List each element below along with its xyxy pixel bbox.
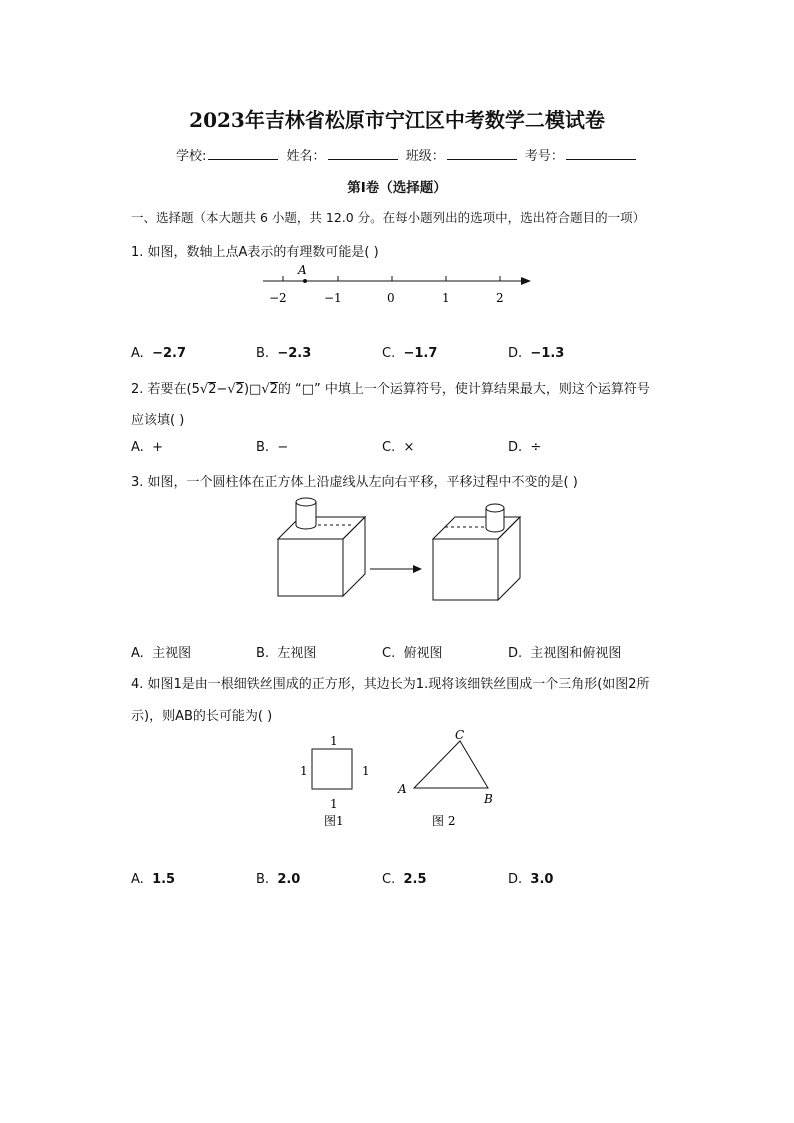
- point-a-label: A: [298, 263, 307, 277]
- tick-label: −1: [324, 291, 342, 305]
- tick-label: 1: [442, 291, 450, 305]
- q2-part: −: [216, 382, 228, 397]
- q4-option-a[interactable]: [131, 872, 175, 887]
- tick-label: 2: [496, 291, 504, 305]
- option-letter: B.: [256, 872, 270, 887]
- vertex-b-label: B: [484, 792, 493, 806]
- q4-figures: [292, 727, 512, 837]
- q3-option-a[interactable]: [131, 642, 191, 661]
- q2-option-d[interactable]: [508, 440, 541, 455]
- sqrt-sign: √: [227, 382, 236, 397]
- school-label: 学校:: [176, 149, 207, 164]
- cube-side-face: [343, 517, 365, 596]
- option-letter: B.: [256, 440, 270, 455]
- name-label: 姓名：: [286, 149, 326, 164]
- q4-option-b[interactable]: [256, 872, 300, 887]
- q1-text: 1. 如图，数轴上点A表示的有理数可能是( ): [131, 245, 379, 260]
- cylinder-right: [486, 504, 504, 532]
- vertex-c-label: C: [455, 728, 465, 742]
- tick-label: 0: [387, 291, 395, 305]
- option-letter: C.: [382, 646, 396, 661]
- option-letter: A.: [131, 346, 144, 361]
- cube-front-face: [278, 539, 343, 596]
- side-label: 1: [330, 734, 338, 748]
- option-value: −: [277, 440, 289, 455]
- q2-text: [131, 378, 650, 397]
- cylinder-top: [486, 504, 504, 512]
- q1-option-a[interactable]: [131, 346, 186, 361]
- q2-option-c[interactable]: [382, 440, 414, 455]
- cube-right: [433, 517, 520, 600]
- q3-option-c[interactable]: [382, 642, 443, 661]
- cylinder-top: [296, 498, 316, 506]
- cube-front-face: [433, 539, 498, 600]
- option-value: −2.7: [152, 346, 186, 361]
- exam-no-label: 考号：: [524, 149, 564, 164]
- option-value: 3.0: [530, 872, 554, 887]
- q3-option-d[interactable]: [508, 642, 621, 661]
- option-letter: D.: [508, 346, 523, 361]
- cube-top-face: [278, 517, 365, 539]
- q3-option-b[interactable]: [256, 642, 316, 661]
- side-label: 1: [300, 764, 308, 778]
- option-letter: A.: [131, 872, 144, 887]
- sqrt-sign: √: [199, 382, 209, 397]
- side-label: 1: [330, 797, 338, 811]
- option-letter: B.: [256, 646, 270, 661]
- sqrt-sign: √: [261, 382, 270, 397]
- option-value: −2.3: [277, 346, 312, 361]
- q4-option-c[interactable]: [382, 872, 427, 887]
- q2-part: )□: [243, 382, 262, 397]
- q2-text-line2: 应该填( ): [131, 413, 185, 428]
- option-value: ÷: [530, 440, 542, 455]
- side-label: 1: [362, 764, 370, 778]
- option-letter: D.: [508, 872, 523, 887]
- option-letter: C.: [382, 440, 396, 455]
- student-info: [176, 145, 640, 164]
- school-blank: [208, 147, 278, 160]
- q1-option-d[interactable]: [508, 346, 564, 361]
- wire-triangle: [414, 741, 488, 788]
- option-letter: B.: [256, 346, 270, 361]
- option-value: ×: [403, 440, 415, 455]
- radicand: 2: [269, 382, 278, 397]
- tick-label: −2: [269, 291, 287, 305]
- part-heading: 第Ⅰ卷（选择题）: [347, 180, 447, 196]
- option-value: +: [152, 440, 163, 455]
- option-value: 2.0: [277, 872, 301, 887]
- q2-part: 2. 若要在(5: [131, 382, 200, 397]
- class-label: 班级：: [405, 149, 445, 164]
- radicand: 2: [208, 382, 217, 397]
- option-letter: C.: [382, 872, 396, 887]
- figure-2-caption: 图 2: [432, 814, 456, 828]
- option-letter: C.: [382, 346, 396, 361]
- q1-option-b[interactable]: [256, 346, 311, 361]
- option-value: 1.5: [152, 872, 176, 887]
- exam-title: 2023年吉林省松原市宁江区中考数学二模试卷: [189, 108, 605, 132]
- q2-part: 的 “□” 中填上一个运算符号，使计算结果最大，则这个运算符号: [277, 382, 650, 397]
- option-value: 主视图: [152, 646, 192, 661]
- cylinder-left: [296, 498, 316, 529]
- move-arrowhead: [413, 565, 422, 573]
- q4-text-line1: 4. 如图1是由一根细铁丝围成的正方形，其边长为1.现将该细铁丝围成一个三角形(如图2所: [131, 677, 650, 692]
- cube-left: [278, 517, 365, 596]
- vertex-a-label: A: [398, 782, 407, 796]
- wire-square: [312, 749, 352, 789]
- exam-no-blank: [566, 147, 636, 160]
- q2-option-b[interactable]: [256, 440, 288, 455]
- number-line-arrow: [521, 277, 531, 285]
- option-letter: D.: [508, 646, 523, 661]
- radicand: 2: [235, 382, 244, 397]
- option-value: 2.5: [403, 872, 427, 887]
- q4-text-line2: 示)，则AB的长可能为( ): [131, 709, 273, 724]
- cube-top-face: [433, 517, 520, 539]
- name-blank: [328, 147, 398, 160]
- option-letter: A.: [131, 646, 144, 661]
- option-value: 左视图: [277, 646, 317, 661]
- q1-option-c[interactable]: [382, 346, 437, 361]
- option-letter: A.: [131, 440, 144, 455]
- q3-figure: [270, 492, 522, 604]
- option-value: −1.7: [403, 346, 438, 361]
- q3-text: 3. 如图，一个圆柱体在正方体上沿虚线从左向右平移，平移过程中不变的是( ): [131, 475, 578, 490]
- option-value: 主视图和俯视图: [530, 646, 622, 661]
- option-value: 俯视图: [403, 646, 443, 661]
- q2-option-a[interactable]: [131, 440, 163, 455]
- point-a: [303, 279, 307, 283]
- class-blank: [447, 147, 517, 160]
- section-heading: 一、选择题（本大题共 6 小题，共 12.0 分。在每小题列出的选项中，选出符合题目的一项）: [131, 210, 646, 225]
- option-letter: D.: [508, 440, 523, 455]
- q4-option-d[interactable]: [508, 872, 553, 887]
- number-line: [255, 262, 545, 310]
- figure-1-caption: 图1: [324, 814, 344, 828]
- option-value: −1.3: [530, 346, 565, 361]
